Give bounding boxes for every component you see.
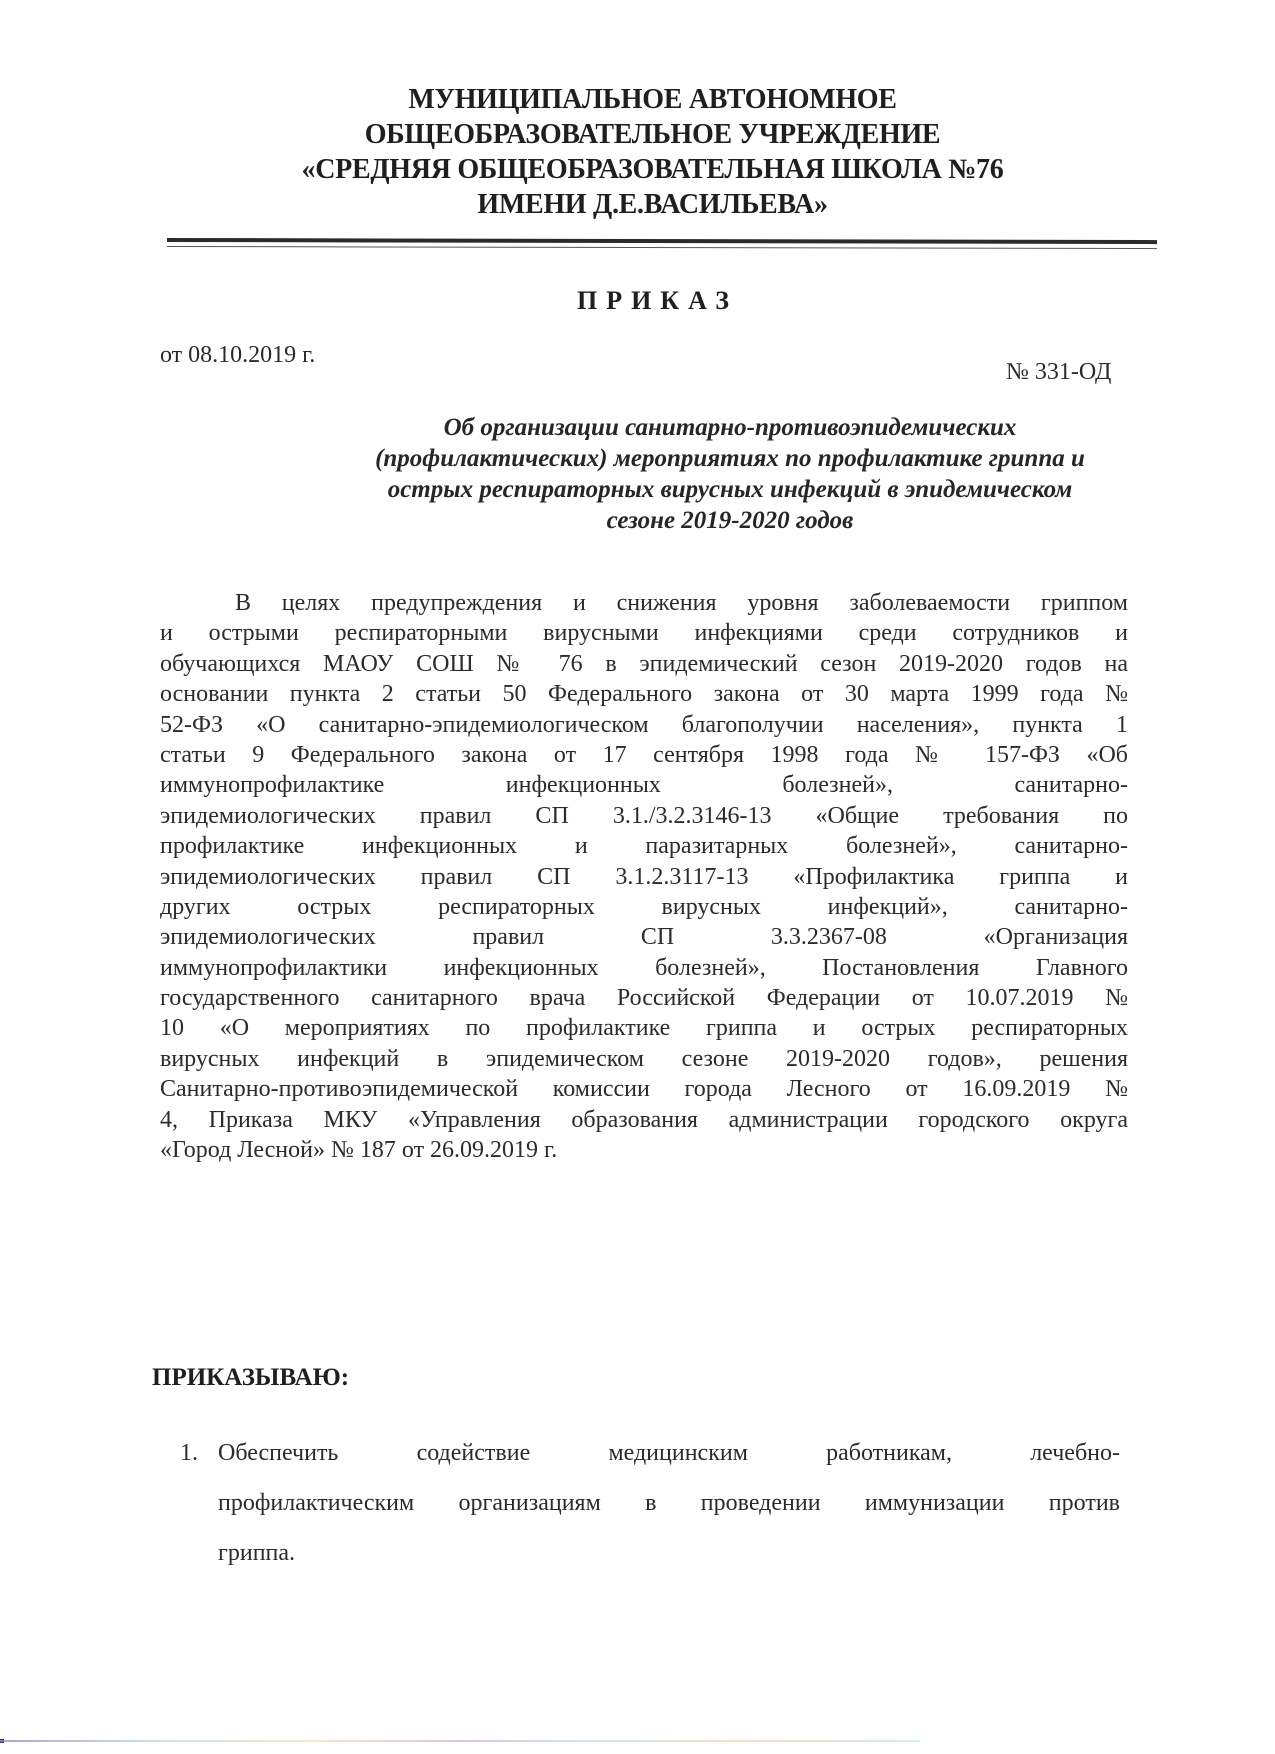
preamble-line: других острых респираторных вирусных инфекций», санитарно- (160, 893, 1128, 920)
header-line: «СРЕДНЯЯ ОБЩЕОБРАЗОВАТЕЛЬНАЯ ШКОЛА №76 (301, 154, 1004, 185)
subject-line: острых респираторных вирусных инфекций в эпидемическом (387, 476, 1073, 503)
preamble-line: 52-ФЗ «О санитарно-эпидемиологическом благополучии населения», пункта 1 (160, 711, 1128, 738)
order-item-text (218, 1428, 1120, 1578)
header-line: ИМЕНИ Д.Е.ВАСИЛЬЕВА» (477, 189, 828, 220)
preamble-line: обучающихся МАОУ СОШ № 76 в эпидемический сезон 2019-2020 годов на (160, 650, 1128, 677)
directive-heading: ПРИКАЗЫВАЮ: (152, 1364, 350, 1391)
preamble-line: эпидемиологических правил СП 3.1./3.2.3146-13 «Общие требования по (160, 802, 1128, 829)
order-item-line: гриппа. (218, 1540, 296, 1566)
preamble-line: статьи 9 Федерального закона от 17 сентября 1998 года № 157-ФЗ «Об (160, 741, 1128, 768)
preamble-line: иммунопрофилактике инфекционных болезней», санитарно- (160, 772, 1128, 799)
preamble-line: 4, Приказа МКУ «Управления образования администрации городского округа (160, 1106, 1128, 1133)
header-divider-thick (167, 238, 1157, 244)
order-item-list (180, 1428, 1120, 1578)
preamble-line: иммунопрофилактики инфекционных болезней», Постановления Главного (160, 954, 1128, 981)
header-divider-thin (167, 246, 1157, 249)
preamble-line: эпидемиологических правил СП 3.1.2.3117-13 «Профилактика гриппа и (160, 863, 1128, 890)
preamble-paragraph (160, 588, 1128, 1165)
preamble-line: 10 «О мероприятиях по профилактике гриппа и острых респираторных (160, 1015, 1128, 1042)
scan-edge-line (0, 1740, 920, 1742)
preamble-line: основании пункта 2 статьи 50 Федерального закона от 30 марта 1999 года № (160, 681, 1128, 708)
order-item-line: Обеспечить содействие медицинским работникам, лечебно- (218, 1440, 1120, 1466)
order-item-line: профилактическим организациям в проведении иммунизации против (218, 1490, 1120, 1516)
institution-header (150, 82, 1155, 222)
preamble-line: профилактике инфекционных и паразитарных болезней», санитарно- (160, 833, 1128, 860)
order-subject (320, 412, 1140, 536)
preamble-line: Санитарно-противоэпидемической комиссии города Лесного от 16.09.2019 № (160, 1076, 1128, 1103)
preamble-line: вирусных инфекций в эпидемическом сезоне 2019-2020 годов», решения (160, 1045, 1128, 1072)
order-number: № 331-ОД (1006, 359, 1112, 385)
preamble-line: и острыми респираторными вирусными инфекциями среди сотрудников и (160, 620, 1128, 647)
order-item (180, 1428, 1120, 1578)
subject-line: сезоне 2019-2020 годов (606, 507, 854, 534)
document-title: ПРИКАЗ (576, 286, 739, 315)
preamble-line: В целях предупреждения и снижения уровня заболеваемости гриппом (235, 590, 1128, 616)
preamble-line: эпидемиологических правил СП 3.3.2367-08 «Организация (160, 924, 1128, 951)
preamble-line: государственного санитарного врача Российской Федерации от 10.07.2019 № (160, 985, 1128, 1012)
preamble-line: «Город Лесной» № 187 от 26.09.2019 г. (160, 1137, 558, 1164)
subject-line: Об организации санитарно-противоэпидемических (443, 414, 1017, 441)
header-line: МУНИЦИПАЛЬНОЕ АВТОНОМНОЕ (408, 84, 897, 115)
order-item-number: 1. (180, 1440, 198, 1466)
subject-line: (профилактических) мероприятиях по профилактике гриппа и (375, 445, 1085, 472)
order-date: от 08.10.2019 г. (160, 342, 316, 368)
header-line: ОБЩЕОБРАЗОВАТЕЛЬНОЕ УЧРЕЖДЕНИЕ (364, 119, 941, 150)
